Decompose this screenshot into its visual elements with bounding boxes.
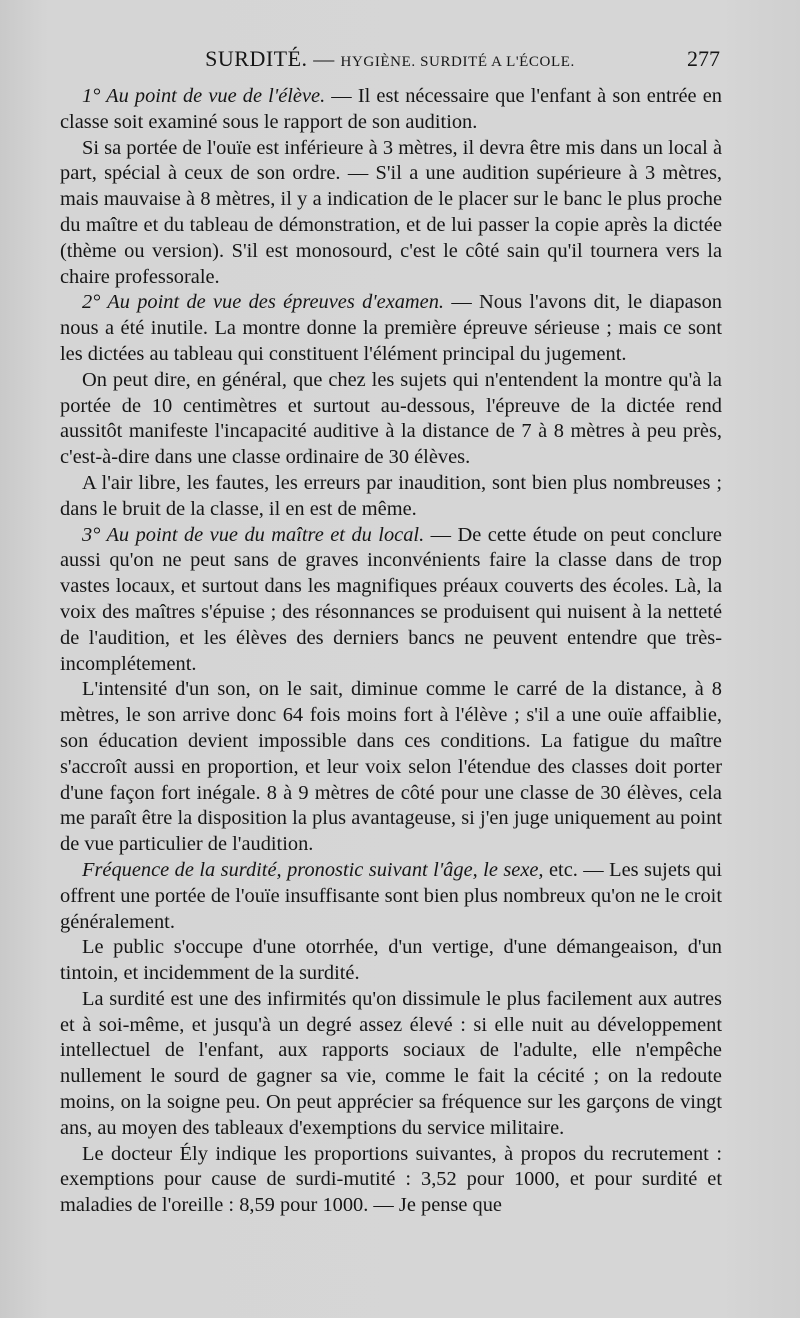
paragraph-6 [60, 523, 722, 678]
paragraph-6-text: — De cette étude on peut conclure aussi qu'on ne peut sans de graves inconvénients faire la classe dans de trop vastes locaux, et surtout dans les magnifiques préaux couverts des écoles. Là, la voix des maîtres s'épuise ; des résonnances se produisent qui nuisent à la netteté de l'audition, et les élèves des derniers bancs ne peuvent entendre que très-incomplétement. [60, 523, 722, 675]
header-title [60, 46, 720, 72]
paragraph-1-text: — Il est nécessaire que l'enfant à son entrée en classe soit examiné sous le rapport de son audition. [60, 85, 722, 133]
paragraph-4-text: On peut dire, en général, que chez les sujets qui n'entendent la montre qu'à la portée de 10 centimètres et surtout au-dessous, l'épreuve de la dictée rend aussitôt manifeste l'incapacité auditive à la distance de 7 à 8 mètres à peu près, c'est-à-dire dans une classe ordinaire de 30 élèves. [60, 368, 722, 469]
paragraph-7 [60, 677, 722, 858]
paragraph-3 [60, 290, 722, 367]
paragraph-10-text: La surdité est une des infirmités qu'on dissimule le plus facilement aux autres et à soi-même, et jusqu'à un degré assez élevé : si elle nuit au développement intellectuel de l'enfant, aux rapports sociaux de l'adulte, elle n'empêche nullement le sourd de gagner sa vie, comme le fait la cécité ; on la redoute moins, on la soigne peu. On peut apprécier sa fréquence sur les garçons de vingt ans, au moyen des tableaux d'exemptions du service militaire. [60, 987, 722, 1139]
paragraph-8 [60, 858, 722, 935]
paragraph-4 [60, 368, 722, 471]
paragraph-9 [60, 935, 722, 987]
paragraph-10 [60, 987, 722, 1142]
running-header [60, 46, 720, 76]
header-title-main: SURDITÉ. [205, 46, 308, 71]
paragraph-5 [60, 471, 722, 523]
paragraph-8-lead: Fréquence de la surdité, pronostic suivant l'âge, le sexe, [82, 858, 544, 881]
page-body [60, 84, 722, 1219]
paragraph-1 [60, 84, 722, 136]
paragraph-11 [60, 1142, 722, 1219]
paragraph-11-text: Le docteur Ély indique les proportions suivantes, à propos du recrutement : exemptions pour cause de surdi-mutité : 3,52 pour 1000, et pour surdité et maladies de l'oreille : 8,59 pour 1000. — Je pense que [60, 1142, 722, 1217]
paragraph-1-lead: 1° Au point de vue de l'élève. [82, 85, 326, 107]
paragraph-7-text: L'intensité d'un son, on le sait, diminue comme le carré de la distance, à 8 mètres, le son arrive donc 64 fois moins fort à l'élève ; s'il a une ouïe affaiblie, son éducation devient impossible dans ces conditions. La fatigue du maître s'accroît aussi en proportion, et leur voix selon l'étendue des classes doit porter d'une façon fort inégale. 8 à 9 mètres de côté pour une classe de 30 élèves, cela me paraît être la disposition la plus avantageuse, si j'en juge uniquement au point de vue particulier de l'audition. [60, 678, 722, 856]
paragraph-3-text: — Nous l'avons dit, le diapason nous a été inutile. La montre donne la première épreuve sérieuse ; mais ce sont les dictées au tableau qui constituent l'élément principal du jugement. [60, 291, 722, 365]
page-number: 277 [687, 46, 720, 71]
paragraph-9-text: Le public s'occupe d'une otorrhée, d'un vertige, d'une démangeaison, d'un tintoin, et incidemment de la surdité. [60, 936, 722, 985]
paragraph-5-text: A l'air libre, les fautes, les erreurs par inaudition, sont bien plus nombreuses ; dans le bruit de la classe, il en est de même. [60, 471, 722, 520]
header-title-sub: HYGIÈNE. SURDITÉ A L'ÉCOLE. [340, 54, 575, 70]
paragraph-2-text: Si sa portée de l'ouïe est inférieure à 3 mètres, il devra être mis dans un local à part, spécial à ceux de son ordre. — S'il a une audition supérieure à 3 mètres, mais mauvaise à 8 mètres, il y a indication de le placer sur le banc le plus proche du maître et du tableau de démonstration, et de lui passer la copie après la dictée (thème ou version). S'il est monosourd, c'est le côté sain qu'il tournera vers la chaire professorale. [60, 136, 722, 288]
paragraph-6-lead: 3° Au point de vue du maître et du local. [82, 523, 425, 546]
header-dash: — [307, 47, 341, 71]
paragraph-8-text: etc. — Les sujets qui offrent une portée de l'ouïe insuffisante sont bien plus nombreux qu'on ne le croit généralement. [60, 858, 722, 933]
paragraph-2 [60, 136, 722, 291]
paragraph-3-lead: 2° Au point de vue des épreuves d'examen. [82, 291, 445, 314]
